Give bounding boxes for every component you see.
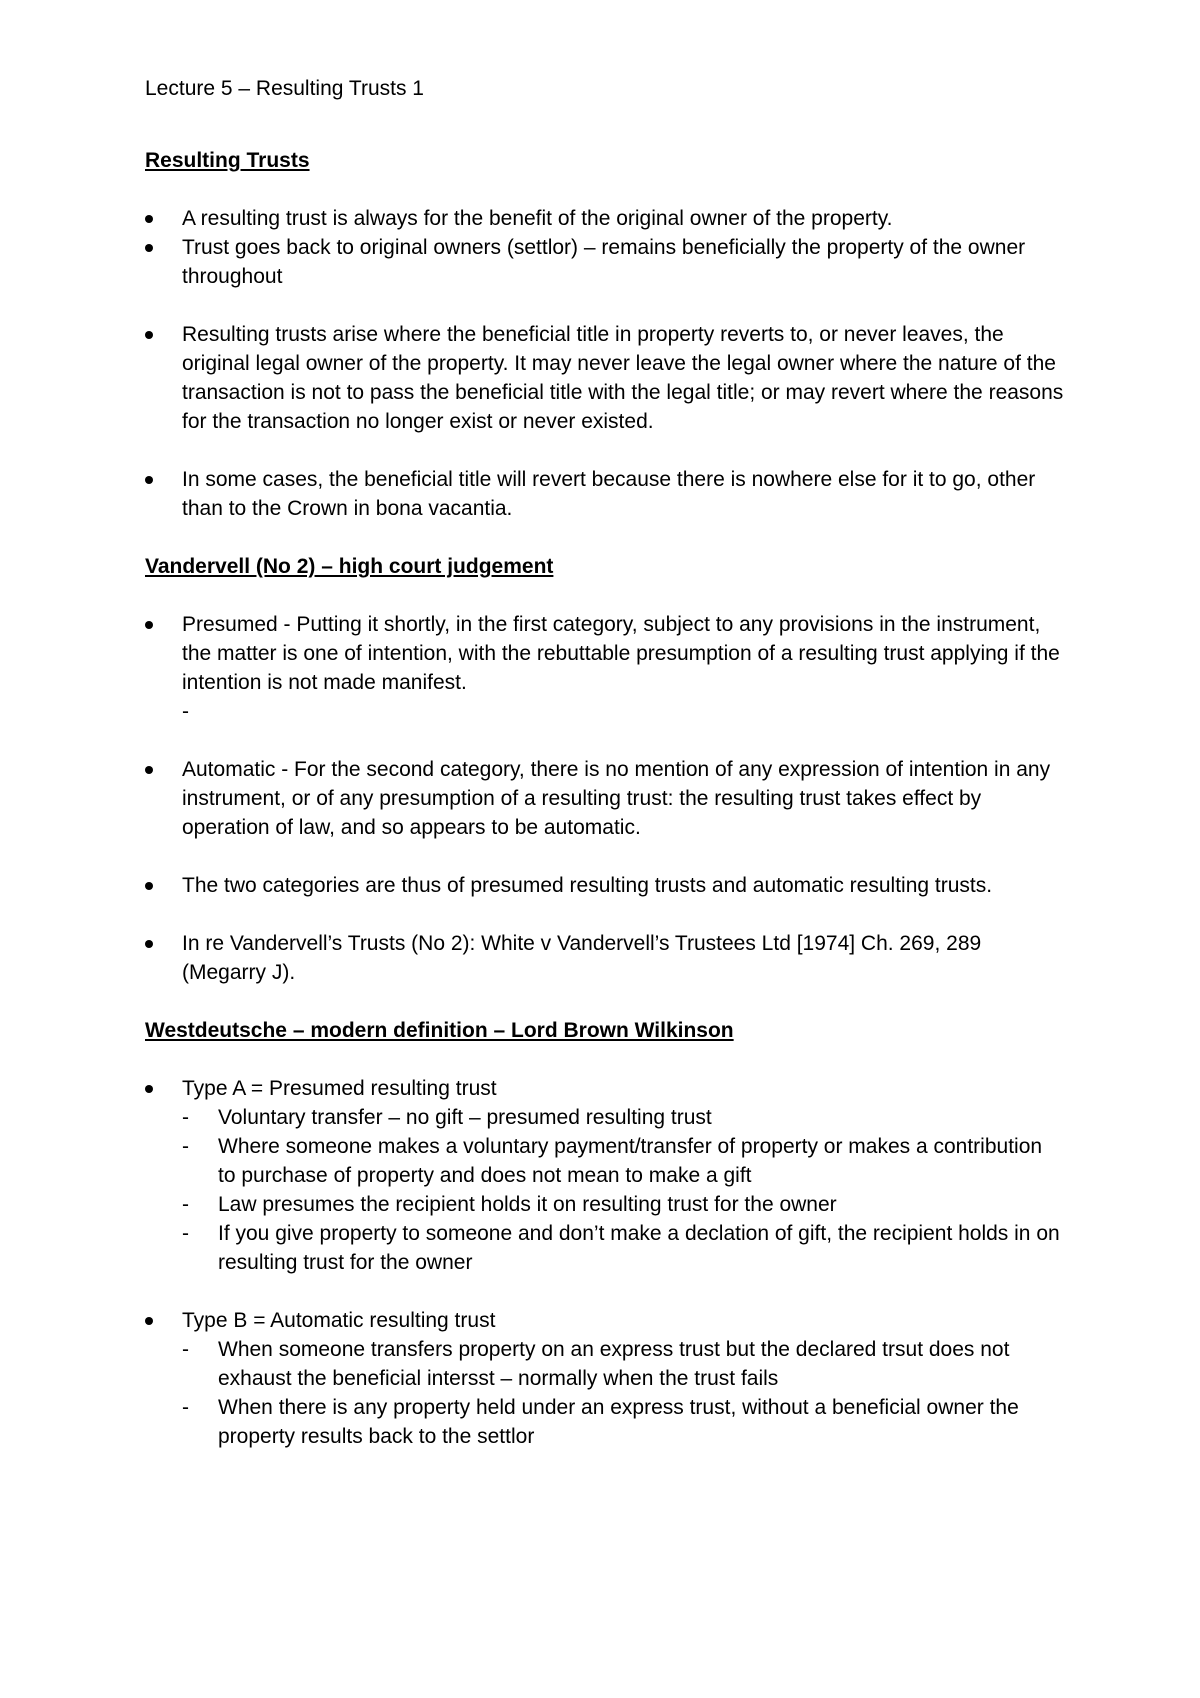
spacer — [145, 987, 1065, 1016]
dash-icon: - — [182, 1222, 189, 1245]
dash-item — [182, 1335, 1065, 1393]
bullet-item — [145, 465, 1065, 523]
dash-text: Law presumes the recipient holds it on resulting trust for the owner — [218, 1193, 837, 1216]
bullet-list-westdeutsche — [145, 1074, 1065, 1451]
dash-list-type-a — [182, 1103, 1065, 1277]
document-title: Lecture 5 – Resulting Trusts 1 — [145, 77, 424, 100]
dash-text: Where someone makes a voluntary payment/transfer of property or makes a contribution to purchase of property and does not mean to make a gift — [218, 1135, 1043, 1187]
dash-list-type-b — [182, 1335, 1065, 1451]
section-heading-resulting-trusts: Resulting Trusts — [145, 149, 310, 172]
dash-item — [182, 1132, 1065, 1190]
dash-item — [182, 1393, 1065, 1451]
spacer — [145, 842, 1065, 871]
trailing-dash: - — [182, 700, 189, 723]
bullet-icon — [145, 331, 153, 339]
bullet-item-type-b — [145, 1306, 1065, 1451]
bullet-list-resulting-trusts — [145, 204, 1065, 523]
dash-text: When someone transfers property on an express trust but the declared trsut does not exhaust the beneficial intersst – normally when the trust fails — [218, 1338, 1010, 1390]
bullet-text: Presumed - Putting it shortly, in the first category, subject to any provisions in the instrument, the matter is one of intention, with the rebuttable presumption of a resulting trust applying if the intention is not made manifest. — [182, 613, 1060, 694]
bullet-icon — [145, 1317, 153, 1325]
bullet-item — [145, 320, 1065, 436]
bullet-item — [145, 204, 1065, 233]
bullet-text: Automatic - For the second category, there is no mention of any expression of intention in any instrument, or of any presumption of a resulting trust: the resulting trust takes effect by operation of law, and so appears to be automatic. — [182, 758, 1051, 839]
dash-text: If you give property to someone and don’t make a declation of gift, the recipient holds in on resulting trust for the owner — [218, 1222, 1060, 1274]
bullet-icon — [145, 1085, 153, 1093]
dash-icon: - — [182, 1338, 189, 1361]
bullet-item-type-a — [145, 1074, 1065, 1277]
bullet-text: In some cases, the beneficial title will revert because there is nowhere else for it to go, other than to the Crown in bona vacantia. — [182, 468, 1036, 520]
section-heading-westdeutsche: Westdeutsche – modern definition – Lord Brown Wilkinson — [145, 1019, 734, 1042]
bullet-text: The two categories are thus of presumed resulting trusts and automatic resulting trusts. — [182, 874, 993, 897]
bullet-item — [145, 871, 1065, 900]
bullet-icon — [145, 766, 153, 774]
spacer — [145, 523, 1065, 552]
bullet-text: Resulting trusts arise where the beneficial title in property reverts to, or never leaves, the original legal owner of the property. It may never leave the legal owner where the nature of the transaction is not to pass the beneficial title with the legal title; or may revert where the reasons for the transaction no longer exist or never existed. — [182, 323, 1064, 433]
dash-icon: - — [182, 1106, 189, 1129]
spacer — [145, 436, 1065, 465]
bullet-item — [145, 929, 1065, 987]
bullet-icon — [145, 882, 153, 890]
dash-item — [182, 1219, 1065, 1277]
dash-icon: - — [182, 1193, 189, 1216]
bullet-text: Type B = Automatic resulting trust — [182, 1309, 496, 1332]
document-page — [145, 74, 1065, 1451]
spacer — [145, 291, 1065, 320]
bullet-icon — [145, 215, 153, 223]
bullet-icon — [145, 244, 153, 252]
bullet-icon — [145, 940, 153, 948]
bullet-item — [145, 755, 1065, 842]
spacer — [145, 1277, 1065, 1306]
bullet-item — [145, 610, 1065, 726]
spacer — [145, 900, 1065, 929]
bullet-icon — [145, 476, 153, 484]
dash-item — [182, 1190, 1065, 1219]
dash-icon: - — [182, 1135, 189, 1158]
bullet-item — [145, 233, 1065, 291]
bullet-text: A resulting trust is always for the benefit of the original owner of the property. — [182, 207, 893, 230]
bullet-text: Trust goes back to original owners (settlor) – remains beneficially the property of the owner throughout — [182, 236, 1026, 288]
spacer — [145, 726, 1065, 755]
bullet-icon — [145, 621, 153, 629]
dash-text: When there is any property held under an express trust, without a beneficial owner the property results back to the settlor — [218, 1396, 1019, 1448]
bullet-text: In re Vandervell’s Trusts (No 2): White v Vandervell’s Trustees Ltd [1974] Ch. 269, 289 (Megarry J). — [182, 932, 982, 984]
bullet-text: Type A = Presumed resulting trust — [182, 1077, 497, 1100]
dash-text: Voluntary transfer – no gift – presumed resulting trust — [218, 1106, 712, 1129]
dash-icon: - — [182, 1396, 189, 1419]
dash-item — [182, 1103, 1065, 1132]
bullet-list-vandervell — [145, 610, 1065, 987]
section-heading-vandervell: Vandervell (No 2) – high court judgement — [145, 555, 554, 578]
